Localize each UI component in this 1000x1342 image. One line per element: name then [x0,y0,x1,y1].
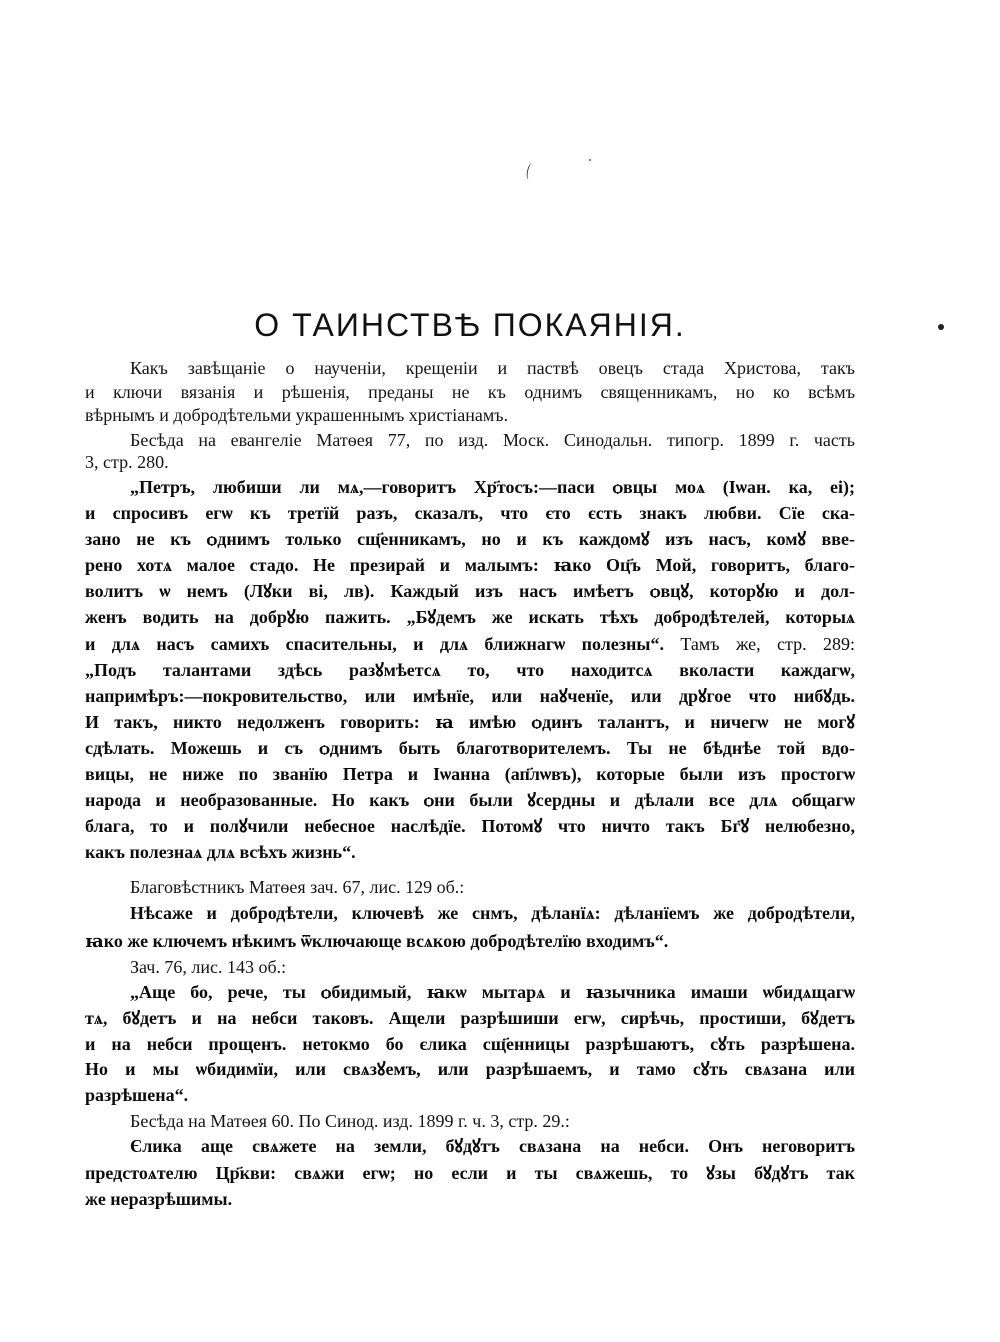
slavonic-line [85,631,855,657]
slavonic-line: народа и необразованные. Но какъ ѻни были ꙋсердны и дѣлали все длѧ ѻбщагѡ [85,790,855,811]
slavonic-line: предстоѧтелю Цр҃кви: свѧжи егѡ; но если и ты свѧжешь, то ꙋзы бꙋдꙋтъ так [85,1162,855,1183]
slavonic-line: разрѣшена“. [85,1085,189,1105]
slavonic-line: тѧ, бꙋдетъ и на небси таковъ. Ащели разрѣшиши егѡ, сирѣчь, простиши, бꙋдетъ [85,1007,855,1028]
slavonic-line: же неразрѣшимы. [85,1189,233,1209]
slavonic-quote [85,474,855,865]
slavonic-quote [85,1133,855,1213]
slavonic-line: напримѣръ:—покровительство, или имѣнїе, или наꙋченїе, или дрꙋгое что нибꙋдь. [85,685,855,706]
page-title: О ТАИНСТВѢ ПОКАЯНІЯ. [254,307,686,343]
slavonic-line: женъ водить на добрꙋю пажить. „Бꙋдемъ же искать тѣхъ добродѣтелей, которыѧ [85,607,855,628]
slavonic-line: вицы, не ниже по званїю Петра и Іѡанна (ап҃лѡвъ), которые были изъ простогѡ [85,764,855,785]
slavonic-line: И такъ, никто недолженъ говорить: ꙗ имѣю ѻдинъ талантъ, и ничегѡ не могꙋ [85,711,855,732]
slavonic-line: сдѣлать. Можешь и съ ѻднимъ быть благотворителемъ. Ты не бѣднѣе той вдо- [85,737,855,758]
slavonic-line: какъ полезнаѧ длѧ всѣхъ жизнь“. [85,842,356,863]
citation-line: Бесѣда на евангеліе Матѳея 77, по изд. Моск. Синодальн. типогр. 1899 г. часть [130,430,855,450]
paragraph-line: Какъ завѣщаніе о наученіи, крещеніи и паствѣ овецъ стада Христова, такъ [130,358,855,378]
scan-mark [525,162,535,180]
citation-line: Бесѣда на Матѳея 60. По Синод. изд. 1899 г. ч. 3, стр. 29.: [130,1111,570,1131]
slavonic-line: блага, то и полꙋчили небесное наслѣдїе. Потомꙋ что ничто такъ Бг҃ꙋ нелюбезно, [85,816,855,837]
slavonic-line: „Аще бо, рече, ты ѻбидимый, ꙗкѡ мытарѧ и ꙗзычника имаши ѡбидѧщагѡ [130,982,855,1002]
citation-line: Зач. 76, лис. 143 об.: [130,957,287,977]
intro-paragraph [85,357,855,428]
paragraph-line: и ключи вязанія и рѣшенія, преданы не къ однимъ священникамъ, но ко всѣмъ [85,381,855,402]
citation [85,1110,855,1132]
slavonic-line: Нѣсаже и добродѣтели, ключевѣ же снмъ, дѣланїѧ: дѣланїемъ же добродѣтели, [130,903,855,923]
scan-mark [589,159,591,161]
citation [85,956,855,978]
slavonic-line: зано не къ ѻднимъ только сщ҃енникамъ, но и къ каждомꙋ изъ насъ, комꙋ вве- [85,529,855,550]
slavonic-line: и спросивъ егѡ къ третїй разъ, сказалъ, что єто єсть знакъ любви. Сїе ска- [85,503,855,524]
slavonic-line: Но и мы ѡбидимїи, или свѧзꙋемъ, или разрѣшаемъ, и тамо сꙋть свѧзана или [85,1059,855,1080]
slavonic-line-text: и длѧ насъ самихъ спасительны, и длѧ ближнагѡ полезны“. [85,633,664,654]
slavonic-line: Єлика аще свѧжете на земли, бꙋдꙋтъ свѧзана на небси. Онъ неговоритъ [130,1136,855,1156]
slavonic-line: волитъ ѡ немъ (Лꙋки ві, лв). Каждый изъ насъ имѣетъ ѻвцꙋ, которꙋю и дол- [85,581,855,602]
citation-inline: Тамъ же, стр. 289: [680,633,855,654]
citation-line: 3, стр. 280. [85,452,169,472]
citation [85,876,855,898]
citation [85,429,855,473]
slavonic-line: „Подъ талантами здѣсь разꙋмѣетсѧ то, что находитсѧ вколасти каждагѡ, [85,659,855,680]
scan-mark [938,324,944,330]
slavonic-line: и на небси прощенъ. нетокмо бо єлика сщ҃енницы разрѣшаютъ, сꙋть разрѣшена. [85,1033,855,1054]
slavonic-line: ꙗко же ключемъ нѣкимъ ѿключающе всѧкою добродѣтелїю входимъ“. [85,931,669,951]
slavonic-line: „Петръ, любиши ли мѧ,—говоритъ Хр҃тосъ:—паси ѻвцы моѧ (Іѡан. ка, еі); [130,477,855,497]
citation-line: Благовѣстникъ Матѳея зач. 67, лис. 129 об.: [130,877,465,897]
slavonic-quote [85,980,855,1109]
slavonic-quote [85,899,855,955]
slavonic-line: рено хотѧ малое стадо. Не презирай и малымъ: ꙗко Оц҃ъ Мой, говоритъ, благо- [85,555,855,576]
paragraph-line: вѣрнымъ и добродѣтельми украшеннымъ христіанамъ. [85,405,509,425]
